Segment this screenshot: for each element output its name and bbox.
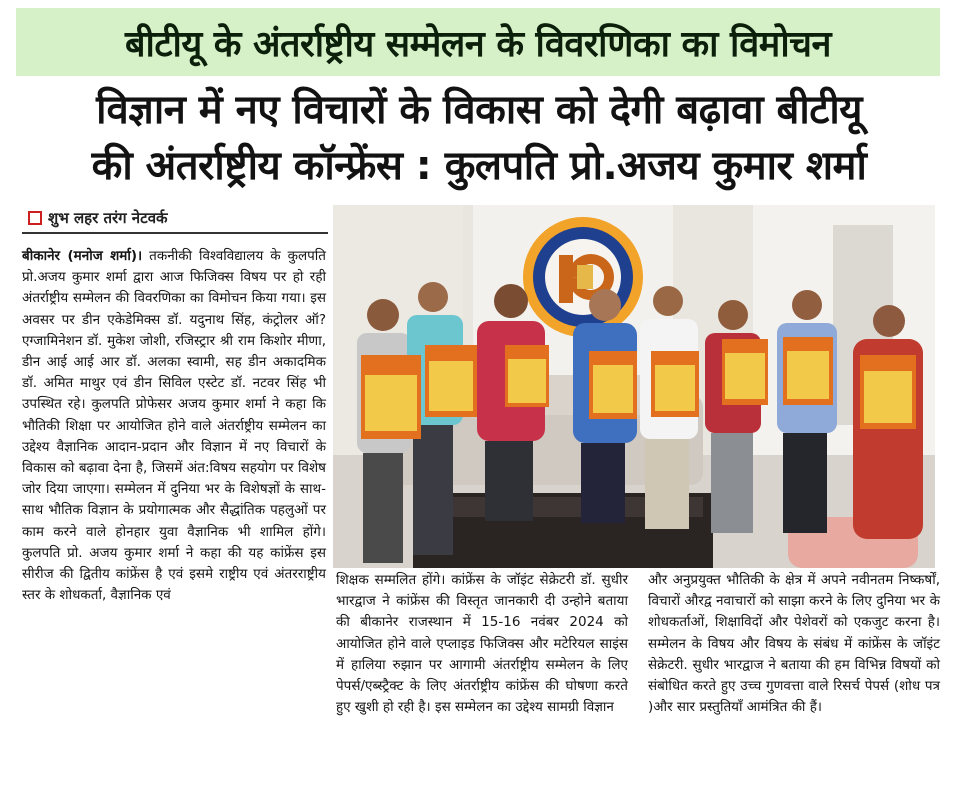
square-bullet-icon [28,211,42,225]
headline [10,82,948,194]
event-photo [333,205,935,568]
kicker-title: बीटीयू के अंतर्राष्ट्रीय सम्मेलन के विवरणिका का विमोचन [125,23,831,65]
byline [28,206,168,230]
kicker-banner [16,8,940,76]
article-column-1-text: तकनीकी विश्वविद्यालय के कुलपति प्रो.अजय कुमार शर्मा द्वारा आज फिजिक्स विषय पर हो रही अंतर्राष्ट्रीय सम्मेलन की विवरणिका का विमोचन किया गया। इस अवसर पर डीन एकेडेमिक्स डॉ. यदुनाथ सिंह, कंट्रोलर ऑ? एग्जामिनेशन डॉ. मुकेश जोशी, रजिस्ट्रार श्री राम किशोर मीणा, डीन आई आई आर डॉ. अलका स्वामी, सह डीन अकादमिक डॉ. अमित माथुर एवं डीन सिविल एस्टेट डॉ. नटवर सिंह भी उपस्थित रहे। कुलपति प्रोफेसर अजय कुमार शर्मा ने कहा कि भौतिकी शिक्षा पर आयोजित होने वाले अंतर्राष्ट्रीय सम्मेलन का उद्देश्य वैज्ञानिक आदान-प्रदान और विज्ञान में नए विचारों के विकास को बढ़ावा देना है, जिसमें अंत:विषय सहयोग पर विशेष जोर दिया जाएगा। सम्मेलन में दुनिया भर के विशेषज्ञों के साथ-साथ भौतिक विज्ञान के प्रयोगात्मक और सैद्धांतिक पहलुओं पर काम करने वाले होनहार युवा वैज्ञानिक भी शामिल होंगे। कुलपति प्रो. अजय कुमार शर्मा ने कहा की यह कांफ्रेंस इस सीरीज की द्वितीय कांफ्रेंस है एवं इसमे राष्ट्रीय एवं अंतरराष्ट्रीय स्तर के शोधकर्ता, वैज्ञानिक एवं [22,248,326,604]
article-column-3-text: और अनुप्रयुक्त भौतिकी के क्षेत्र में अपने नवीनतम निष्कर्षों, विचारों औरद्व नवाचारों को साझा करने के लिए दुनिया भर के शोधकर्ताओं, शिक्षाविदों और पेशेवरों को एकजुट करना है। सम्मेलन के विषय और विषय के संबंध में कांफ्रेंस के जॉइंट सेक्रेटरी. सुधीर भारद्वाज ने बताया की हम विभिन्न विषयों को संबोधित करते हुए उच्च गुणवत्ता वाले रिसर्च पेपर्स (शोध पत्र )और सार प्रस्तुतियाँ आमंत्रित की हैं। [648,572,940,716]
university-logo-icon [523,217,643,337]
headline-line-2: की अंतर्राष्ट्रीय कॉन्फ्रेंस : कुलपति प्रो.अजय कुमार शर्मा [91,143,867,189]
article-column-2-text: शिक्षक सम्मलित होंगे। कांफ्रेंस के जॉइंट सेक्रेटरी डॉ. सुधीर भारद्वाज ने कांफ्रेंस की विस्तृत जानकारी दी उन्होने बताया की बीकानेर राजस्थान में 15-16 नवंबर 2024 को आयोजित होने वाले एप्लाइड फिजिक्स और मटेरियल साइंस में हालिया रुझान पर आगामी अंतर्राष्ट्रीय सम्मेलन के लिए पेपर्स/एब्स्ट्रैक्ट के लिए अंतर्राष्ट्रीय कांफ्रेंस की घोषणा करते हुए खुशी हो रही है। इस सम्मेलन का उद्देश्य सामग्री विज्ञान [336,572,628,716]
byline-text: शुभ लहर तरंग नेटवर्क [48,209,168,227]
byline-divider [22,232,328,234]
group-photo-illustration [333,205,935,568]
article-column-2 [336,570,628,718]
article-column-3 [648,570,940,718]
article-dateline: बीकानेर (मनोज शर्मा)। [22,248,143,264]
article-column-1 [22,246,326,606]
headline-line-1: विज्ञान में नए विचारों के विकास को देगी बढ़ावा बीटीयू [96,87,862,133]
